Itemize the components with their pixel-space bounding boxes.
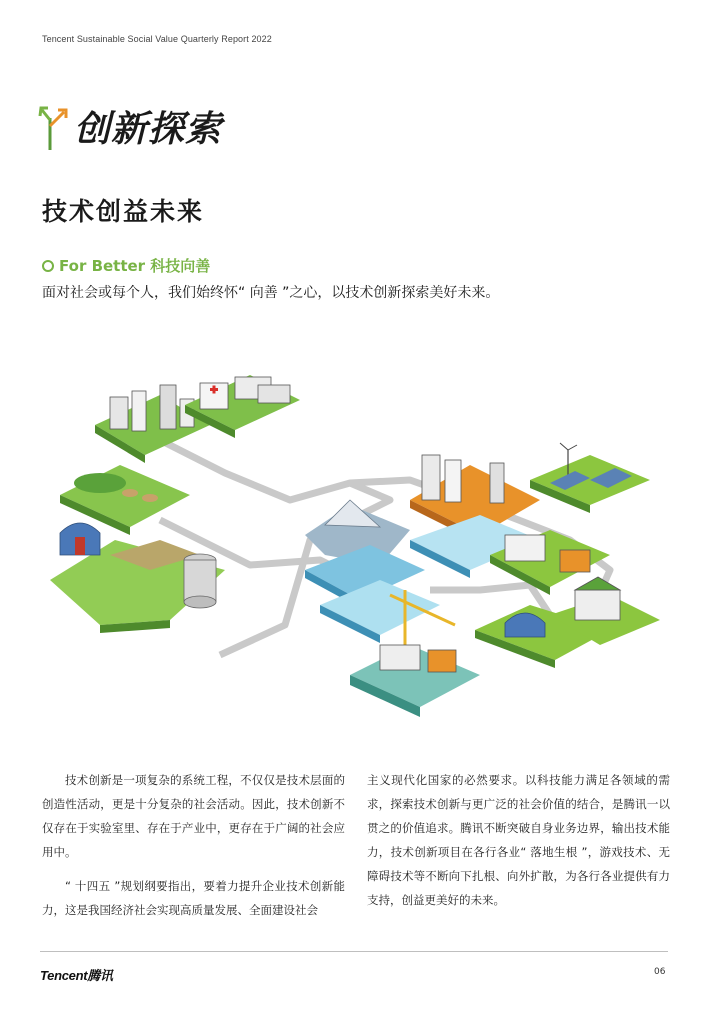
- page-number: 06: [654, 967, 666, 977]
- body-column-right: [367, 768, 670, 922]
- farm-platform: [50, 465, 225, 633]
- circle-bullet-icon: [42, 260, 54, 272]
- tencent-logo: Tencent腾讯: [40, 968, 113, 983]
- tagline: [42, 255, 210, 276]
- footer-divider: [40, 951, 668, 952]
- solar-wind-platform: [530, 443, 650, 513]
- body-paragraph: 技术创新是一项复杂的系统工程，不仅仅是技术层面的创造性活动，更是十分复杂的社会活动。因此，技术创新不仅存在于实验室里、存在于产业中，更存在于广阔的社会应用中。: [42, 773, 345, 859]
- mountain-hydro-platform: [305, 500, 440, 643]
- body-paragraph: 主义现代化国家的必然要求。以科技能力满足各领域的需求，探索技术创新与更广泛的社会价值的结合，是腾讯一以贯之的价值追求。腾讯不断突破自身业务边界，输出技术能力，技术创新项目在各行各业“ 落地生根 ”，游戏技术、无障碍技术等不断向下扎根、向外扩散，为各行各业提供有力支持，创益更美好的未来。: [367, 773, 670, 907]
- section-header: [38, 98, 222, 154]
- city-platform: [95, 385, 210, 463]
- body-column-left: [42, 768, 345, 932]
- body-paragraph: “ 十四五 ”规划纲要指出，要着力提升企业技术创新能力，这是我国经济社会实现高质量发展、全面建设社会: [42, 879, 345, 917]
- smart-city-illustration: [50, 355, 670, 745]
- arrow-tree-icon: [38, 98, 72, 154]
- report-title: Tencent Sustainable Social Value Quarterly Report 2022: [42, 34, 272, 44]
- section-title: 创新探索: [74, 108, 223, 150]
- tagline-text: For Better 科技向善: [59, 257, 211, 275]
- page-heading: 技术创益未来: [42, 197, 205, 226]
- intro-text: 面对社会或每个人，我们始终怀“ 向善 ”之心，以技术创新探索美好未来。: [42, 285, 500, 301]
